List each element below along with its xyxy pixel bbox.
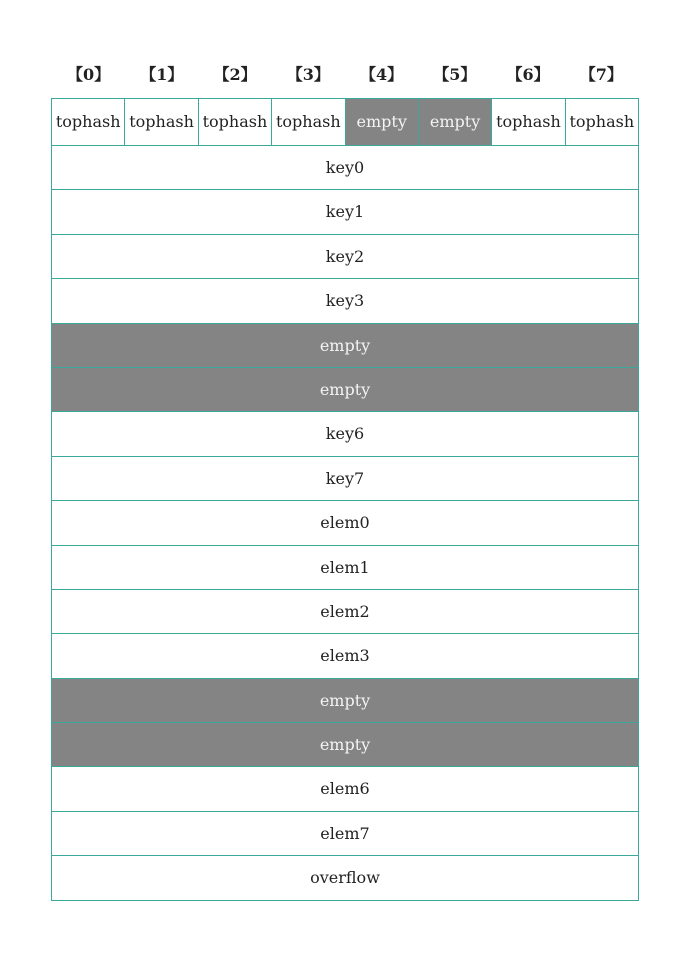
elem-row-6: elem6 bbox=[52, 767, 638, 811]
key-row-5: empty bbox=[52, 368, 638, 412]
key-row-3: key3 bbox=[52, 279, 638, 323]
slot-index-2: 【2】 bbox=[213, 65, 257, 84]
slot-index-3: 【3】 bbox=[286, 65, 330, 84]
bucket-diagram bbox=[51, 98, 639, 901]
elem-row-7: elem7 bbox=[52, 812, 638, 856]
tophash-cell-5: empty bbox=[419, 99, 492, 145]
slot-index-4: 【4】 bbox=[360, 65, 404, 84]
elem-row-5: empty bbox=[52, 723, 638, 767]
key-row-2: key2 bbox=[52, 235, 638, 279]
elem-row-0: elem0 bbox=[52, 501, 638, 545]
key-row-0: key0 bbox=[52, 146, 638, 190]
elem-row-3: elem3 bbox=[52, 634, 638, 678]
elem-row-2: elem2 bbox=[52, 590, 638, 634]
key-row-4: empty bbox=[52, 324, 638, 368]
slot-index-header bbox=[52, 62, 638, 88]
tophash-row bbox=[52, 99, 638, 146]
slot-index-6: 【6】 bbox=[506, 65, 550, 84]
key-row-6: key6 bbox=[52, 412, 638, 456]
key-row-1: key1 bbox=[52, 190, 638, 234]
key-row-7: key7 bbox=[52, 457, 638, 501]
tophash-cell-2: tophash bbox=[199, 99, 272, 145]
slot-index-0: 【0】 bbox=[67, 65, 111, 84]
slot-index-7: 【7】 bbox=[579, 65, 623, 84]
tophash-cell-7: tophash bbox=[566, 99, 638, 145]
tophash-cell-4: empty bbox=[346, 99, 419, 145]
tophash-cell-6: tophash bbox=[492, 99, 565, 145]
overflow-row: overflow bbox=[52, 856, 638, 899]
tophash-cell-0: tophash bbox=[52, 99, 125, 145]
tophash-cell-3: tophash bbox=[272, 99, 345, 145]
slot-index-5: 【5】 bbox=[433, 65, 477, 84]
tophash-cell-1: tophash bbox=[125, 99, 198, 145]
elem-row-1: elem1 bbox=[52, 546, 638, 590]
elem-row-4: empty bbox=[52, 679, 638, 723]
slot-index-1: 【1】 bbox=[140, 65, 184, 84]
